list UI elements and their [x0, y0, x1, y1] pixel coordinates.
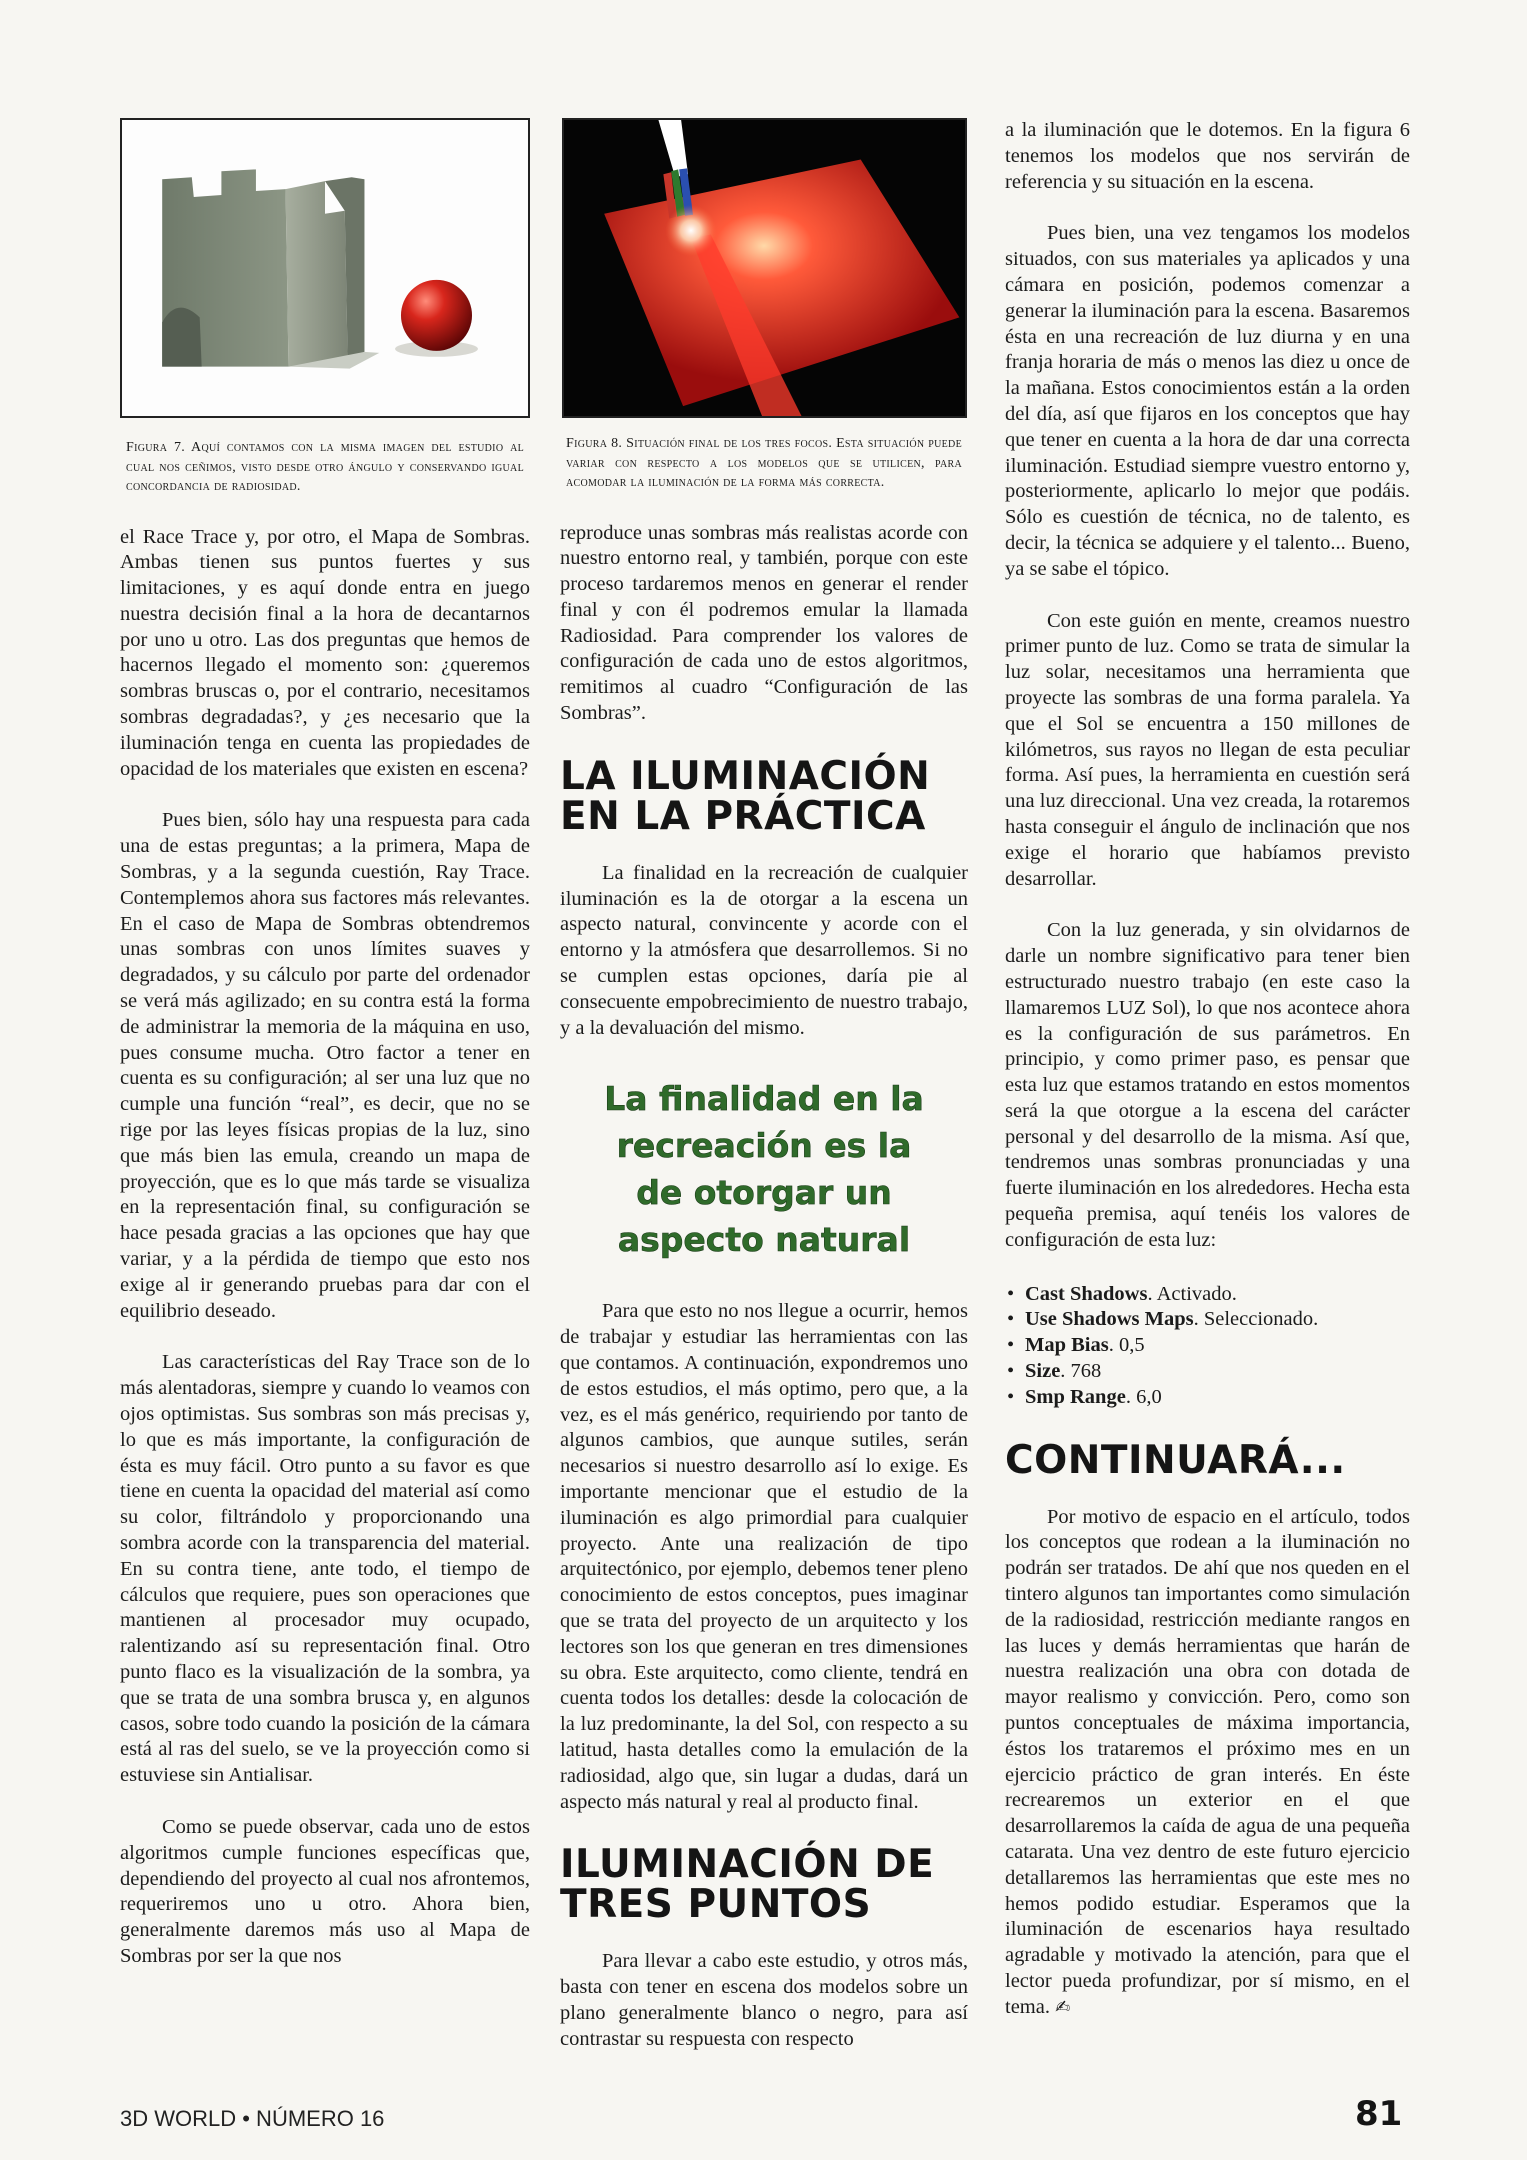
red-sphere — [401, 280, 472, 351]
col2-paragraph-1: reproduce unas sombras más realistas acorde con nuestro entorno real, y también, porque con este proceso tardaremos menos en generar el render final y con él podremos emular la llamada Radiosidad. Para comprender los valores de configuración de cada uno de estos algoritmos, remitimos al cuadro “Configuración de las Sombras”. — [560, 521, 968, 725]
list-item: • Use Shadows Maps. Seleccionado. — [1005, 1307, 1410, 1333]
col3-paragraph-1: a la iluminación que le dotemos. En la figura 6 tenemos los modelos que nos servirán de referencia y su situación en la escena. — [1005, 119, 1410, 193]
col1-paragraph-2: Pues bien, sólo hay una respuesta para cada una de estas preguntas; a la primera, Mapa de Sombras, y a la segunda cuestión, Ray Trace. Contemplemos ahora sus factores más relevantes. En el caso de Mapa de Sombras obtendremos unas sombras con unos límites suaves y degradados, y su cálculo por parte del ordenador se verá más agilizado; en su contra está la forma de administrar la memoria de la máquina en uso, pues consume mucha. Otro factor a tener en cuenta es su configuración; al ser una luz que no cumple una función “real”, es decir, que no se rige por las leyes físicas propias de la luz, sino que más bien las emula, creando un mapa de proyección, que es lo que más tarde se visualiza en la representación final, su configuración se hace pesada gracias a las opciones que hay que variar, y a la pérdida de tiempo que esto nos exige al ir generando pruebas para dar con el equilibrio deseado. — [120, 809, 530, 1322]
col2-paragraph-3: Para que esto no nos llegue a ocurrir, hemos de trabajar y estudiar las herramientas con las que contamos. A continuación, expondremos uno de estos estudios, el más optimo, pero que, a la vez, es el más genérico, requiriendo por tanto de algunos cambios, que aunque sutiles, serán necesarios si nuestro desarrollo así lo exige. Es importante mencionar que el estudio de la iluminación es algo primordial para cualquier proyecto. Ante una realización de tipo arquitectónico, por ejemplo, debemos tener pleno conocimiento de estos conceptos, pues imaginar que se trata del proyecto de un arquitecto y los lectores son los que generan en tres dimensiones su obra. Este arquitecto, como cliente, tendrá en cuenta todos los detalles: desde la colocación de la luz predominante, la del Sol, con respecto a su latitud, hasta detalles como la emulación de la radiosidad, algo que, sin lugar a dudas, dará un aspecto más natural y real al producto final. — [560, 1300, 968, 1813]
pen-sign-off-icon: ✍ — [1055, 1996, 1071, 2018]
page-number: 81 — [1355, 2094, 1403, 2134]
col3-paragraph-5: Por motivo de espacio en el artículo, todos los conceptos que rodean a la iluminación no podrán ser tratados. De ahí que nos queden en el tintero algunos tan importantes como simulación de la radiosidad, restricción mediante rangos en las luces y demás herramientas que harán de nuestra realización una obra con dotada de mayor realismo y convicción. Pero, como son puntos conceptuales de máxima importancia, éstos los trataremos el próximo mes en un ejercicio práctico de gran interés. En éste recrearemos un exterior en el que desarrollaremos la caída de agua de una pequeña catarata. Una vez dentro de este futuro ejercicio detallaremos las herramientas que este mes no hemos podido estudiar. Esperamos que la iluminación de escenarios haya resultado agradable y motivado la atención, para que el lector pueda profundizar, por sí mismo, en el tema. ✍ — [1005, 1505, 1410, 2018]
pull-quote: La finalidad en la recreación es la de otorgar un aspecto natural — [604, 1079, 924, 1260]
col3-paragraph-3: Con este guión en mente, creamos nuestro primer punto de luz. Como se trata de simular la luz solar, necesitamos una herramienta que proyecte las sombras de una forma paralela. Ya que el Sol se encuentra a 150 millones de kilómetros, sus rayos no llegan de esta peculiar forma. Así pues, la herramienta en cuestión será una luz direccional. Una vez creada, la rotaremos hasta conseguir el ángulo de inclinación que nos exige el horario que habíamos previsto desarrollar. — [1005, 609, 1410, 890]
figure-8-caption: Figura 8. Situación final de los tres focos. Esta situación puede variar con respecto a los modelos que se utilicen, para acomodar la iluminación de la forma más correcta. — [566, 436, 962, 490]
column-left — [120, 118, 530, 1970]
section-heading-practice: LA ILUMINACIÓN EN LA PRÁCTICA — [560, 753, 931, 839]
section-heading-three-points: ILUMINACIÓN DE TRES PUNTOS — [560, 1842, 935, 1928]
figure-7-render — [122, 120, 528, 416]
col1-paragraph-1: el Race Trace y, por otro, el Mapa de Sombras. Ambas tienen sus puntos fuertes y sus limitaciones, y es aquí donde entra en juego nuestra decisión final a la hora de decantarnos por uno u otro. Las dos preguntas que hemos de hacernos llegado el momento son: ¿queremos sombras bruscas o, por el contrario, necesitamos sombras degradadas?, y ¿es necesario que la iluminación tenga en cuenta las propiedades de opacidad de los materiales que existen en escena? — [120, 525, 530, 780]
col3-paragraph-4: Con la luz generada, y sin olvidarnos de darle un nombre significativo para tener bien estructurado nuestro trabajo (en este caso la llamaremos LUZ Sol), lo que nos acontece ahora es la configuración de sus parámetros. En principio, y como primer paso, es pensar que esta luz que estamos tratando en estos momentos será la que otorgue a la escena del carácter personal y del desarrollo de la misma. Así que, tendremos unas sombras pronunciadas y una fuerte iluminación en los alrededores. Hecha esta pequeña premisa, aquí tenéis los valores de configuración de esta luz: — [1005, 919, 1410, 1251]
section-heading-continued: CONTINUARÁ... — [1005, 1437, 1346, 1483]
castle-arch — [162, 308, 201, 367]
figure-8-image — [562, 118, 967, 418]
figure-7-caption: Figura 7. Aquí contamos con la misma imagen del estudio al cual nos ceñimos, visto desde otro ángulo y conservando igual concordancia de radiosidad. — [126, 440, 524, 494]
col3-paragraph-2: Pues bien, una vez tengamos los modelos situados, con sus materiales ya aplicados y una cámara en posición, podemos comenzar a generar la iluminación para la escena. Basaremos ésta en una recreación de luz diurna y en una franja horaria de más o menos las diez u once de la mañana. Estos conocimientos están a la orden del día, así que fijaros en los conceptos que hay que tener en cuenta a la hora de dar una correcta iluminación. Estudiad siempre vuestro entorno y, posteriormente, aplicarlo lo mejor que podáis. Sólo es cuestión de técnica, no de talento, es decir, la técnica se adquiere y el talento... Bueno, ya se sabe el tópico. — [1005, 222, 1410, 580]
list-item: • Map Bias. 0,5 — [1005, 1333, 1410, 1359]
column-middle — [560, 118, 968, 2053]
figure-8-render — [564, 120, 965, 416]
light-parameters-list — [1005, 1282, 1410, 1411]
col2-paragraph-4: Para llevar a cabo este estudio, y otros más, basta con tener en escena dos modelos sobre un plano generalmente blanco o negro, para así contrastar su respuesta con respecto — [560, 1950, 968, 2050]
list-item: • Smp Range. 6,0 — [1005, 1385, 1410, 1411]
figure-7-image — [120, 118, 530, 418]
list-item: • Size. 768 — [1005, 1359, 1410, 1385]
col1-paragraph-3: Las características del Ray Trace son de lo más alentadoras, siempre y cuando lo veamos con ojos optimistas. Sus sombras son más precisas y, lo que es más importante, la configuración de ésta es muy fácil. Otro punto a su favor es que tiene en cuenta la opacidad del material así como su color, filtrándolo y proporcionando una sombra acorde con la transparencia del material. En su contra tiene, ante todo, el tiempo de cálculos que requiere, pues son operaciones que mantienen al procesador muy ocupado, ralentizando así su representación final. Otro punto flaco es la visualización de la sombra, ya que se trata de una sombra brusca y, en algunos casos, sobre todo cuando la posición de la cámara está al ras del suelo, se ve la proyección como si estuviese sin Antialisar. — [120, 1351, 530, 1787]
list-item: • Cast Shadows. Activado. — [1005, 1282, 1410, 1308]
col2-paragraph-2: La finalidad en la recreación de cualquier iluminación es la de otorgar a la escena un aspecto natural, convincente y acorde con el entorno y la atmósfera que desarrollemos. Si no se cumplen estas opciones, daría pie al consecuente empobrecimiento de nuestro trabajo, y a la devaluación del mismo. — [560, 861, 968, 1039]
col1-paragraph-4: Como se puede observar, cada uno de estos algoritmos cumple funciones específicas que, dependiendo del proyecto al cual nos afrontemos, requeriremos uno u otro. Ahora bien, generalmente daremos más uso al Mapa de Sombras por ser la que nos — [120, 1815, 530, 1967]
footer-magazine-issue: 3D WORLD • NÚMERO 16 — [120, 2106, 385, 2131]
light-flare — [665, 205, 716, 256]
column-right — [1005, 118, 1410, 2021]
